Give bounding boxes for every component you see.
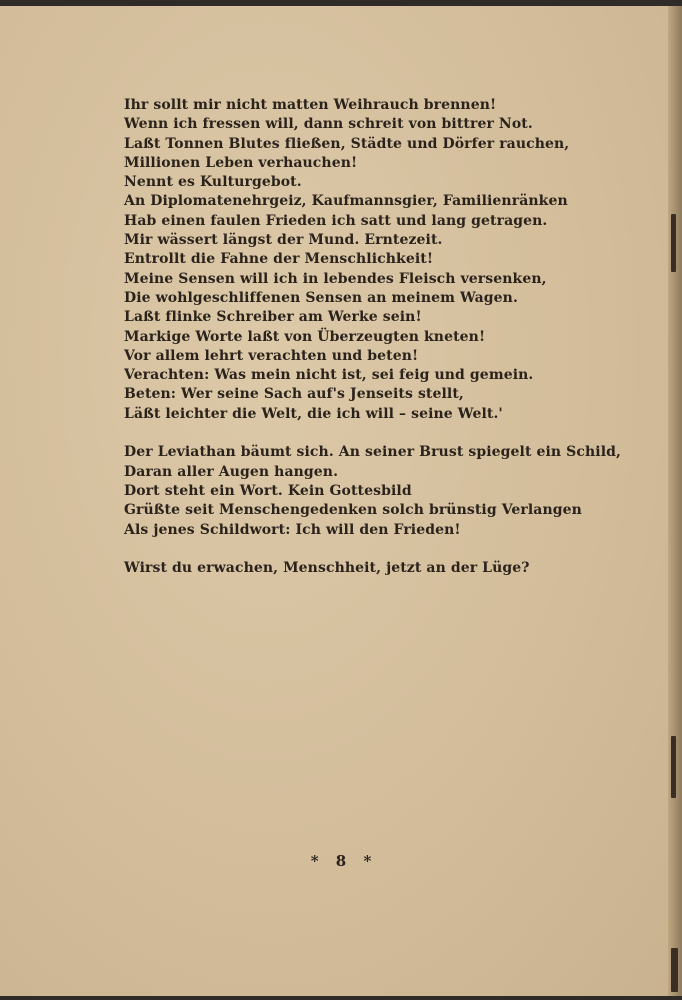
verse-line: Wenn ich fressen will, dann schreit von bittrer Not.: [124, 116, 533, 133]
verse-line: Die wohlgeschliffenen Sensen an meinem Wagen.: [124, 289, 518, 306]
verse-line: Millionen Leben verhauchen!: [124, 154, 358, 171]
verse-line: Ihr sollt mir nicht matten Weihrauch brennen!: [124, 97, 497, 113]
binding-mark: [671, 214, 676, 272]
verse-line: Vor allem lehrt verachten und beten!: [124, 347, 419, 364]
verse-line: Läßt leichter die Welt, die ich will – seine Welt.': [124, 405, 503, 422]
verse-line: Meine Sensen will ich in lebendes Fleisch versenken,: [124, 270, 547, 287]
stanza-2: [124, 443, 644, 539]
verse-line: Entrollt die Fahne der Menschlichkeit!: [124, 251, 434, 268]
verse-line: Nennt es Kulturgebot.: [124, 174, 302, 191]
stanza-break: [124, 424, 644, 443]
verse-line: Grüßte seit Menschengedenken solch brünstig Verlangen: [124, 502, 582, 519]
binding-mark: [671, 948, 678, 992]
verse-line: Dort steht ein Wort. Kein Gottesbild: [124, 482, 412, 499]
verse-line: Mir wässert längst der Mund. Erntezeit.: [124, 232, 443, 249]
poem-text: [124, 96, 644, 578]
star-ornament: *: [310, 852, 319, 870]
verse-line: Laßt Tonnen Blutes fließen, Städte und Dörfer rauchen,: [124, 135, 570, 152]
page-number: [0, 852, 682, 870]
verse-line: An Diplomatenehrgeiz, Kaufmannsgier, Familienränken: [124, 193, 568, 210]
stanza-3: [124, 559, 644, 578]
verse-line: Laßt flinke Schreiber am Werke sein!: [124, 309, 422, 326]
stanza-1: [124, 96, 644, 424]
stanza-break: [124, 540, 644, 559]
verse-line: Als jenes Schildwort: Ich will den Frieden!: [124, 521, 461, 538]
verse-line: Der Leviathan bäumt sich. An seiner Brust spiegelt ein Schild,: [124, 444, 621, 461]
verse-line: Markige Worte laßt von Überzeugten kneten!: [124, 328, 486, 345]
verse-line: Wirst du erwachen, Menschheit, jetzt an der Lüge?: [124, 560, 530, 577]
verse-line: Hab einen faulen Frieden ich satt und lang getragen.: [124, 212, 548, 229]
verse-line: Verachten: Was mein nicht ist, sei feig und gemein.: [124, 367, 534, 384]
binding-mark: [671, 736, 676, 798]
page-number-value: 8: [335, 852, 347, 870]
page-edge: [668, 6, 682, 996]
verse-line: Beten: Wer seine Sach auf's Jenseits stellt,: [124, 386, 464, 403]
star-ornament: *: [363, 852, 372, 870]
verse-line: Daran aller Augen hangen.: [124, 463, 339, 480]
